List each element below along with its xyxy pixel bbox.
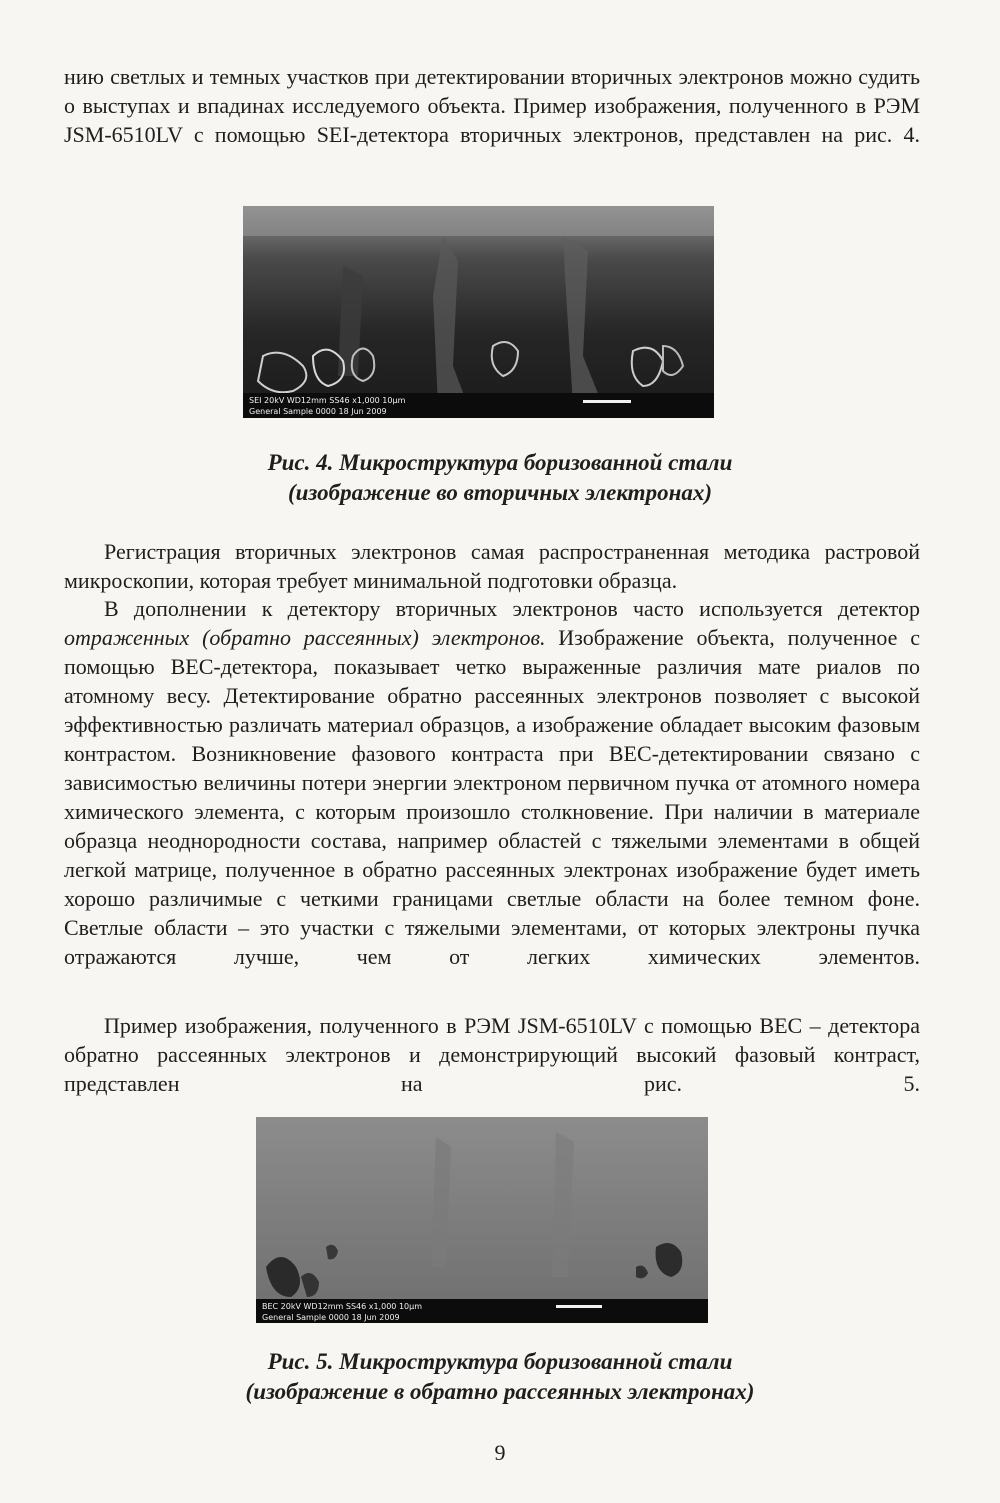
figure-4-caption-line1: Рис. 4. Микроструктура боризованной стали (267, 450, 733, 475)
figure-5-caption-line2: (изображение в обратно рассеянных электронах) (245, 1379, 755, 1404)
sei-micrograph (243, 206, 714, 418)
paragraph-top: нию светлых и темных участков при детектировании вторичных электронов можно судить о выступах и впадинах исследуемого объекта. Пример изображения, полученного в РЭМ JSM-6510LV с помощью SEI-детектора вторичных электронов, представлен на рис. 4. (64, 64, 920, 147)
paragraph-3-italic: отраженных (обратно рассеянных) электронов. (64, 625, 546, 650)
figure-5-sem-image (256, 1117, 708, 1323)
paragraph-3-part1: В дополнении к детектору вторичных электронов часто используется детектор (104, 596, 920, 621)
paragraph-backscattered (64, 594, 920, 971)
fig4-info-line2: General Sample 0000 18 Jun 2009 (249, 407, 387, 416)
paragraph-bec-example: Пример изображения, полученного в РЭМ JSM-6510LV с помощью ВЕС – детектора обратно рассеянных электронов и демонстрирующий высокий фазовый контраст, представлен на рис. 5. (64, 1013, 920, 1096)
fig4-info-line1: SEI 20kV WD12mm SS46 x1,000 10μm (249, 396, 406, 405)
figure-4-caption-line2: (изображение во вторичных электронах) (287, 480, 712, 505)
figure-4-sem-image (243, 206, 714, 418)
fig5-info-line2: General Sample 0000 18 Jun 2009 (262, 1313, 400, 1322)
paragraph-secondary-electrons: Регистрация вторичных электронов самая распространенная методика растровой микроскопии, которая требует минимальной подготовки образца. (64, 539, 920, 593)
page-number: 9 (494, 1440, 506, 1465)
paragraph-3-part2: Изображение объекта, полученное с помощью ВЕС-детектора, показывает четко выраженные различия мате риалов по атомному весу. Детектирование обратно рассеянных электронов позволяет с высокой эффективностью различать материал образцов, а изображение обладает высоким фазовым контрастом. Возникновение фазового контраста при ВЕС-детектировании связано с зависимостью величины потери энергии электроном первичном пучка от атомного номера химического элемента, с которым произошло столкновение. При наличии в материале образца неоднородности состава, например областей с тяжелыми элементами в общей легкой матрице, полученное в обратно рассеянных электронах изображение будет иметь хорошо различимые с четкими границами светлые области на более темном фоне. Светлые области – это участки с тяжелыми элементами, от которых электроны пучка отражаются лучше, чем от легких химических элементов. (64, 625, 920, 969)
fig5-info-line1: BEC 20kV WD12mm SS46 x1,000 10μm (262, 1302, 422, 1311)
figure-5-caption-line1: Рис. 5. Микроструктура боризованной стали (267, 1349, 733, 1374)
bec-micrograph (256, 1117, 708, 1323)
